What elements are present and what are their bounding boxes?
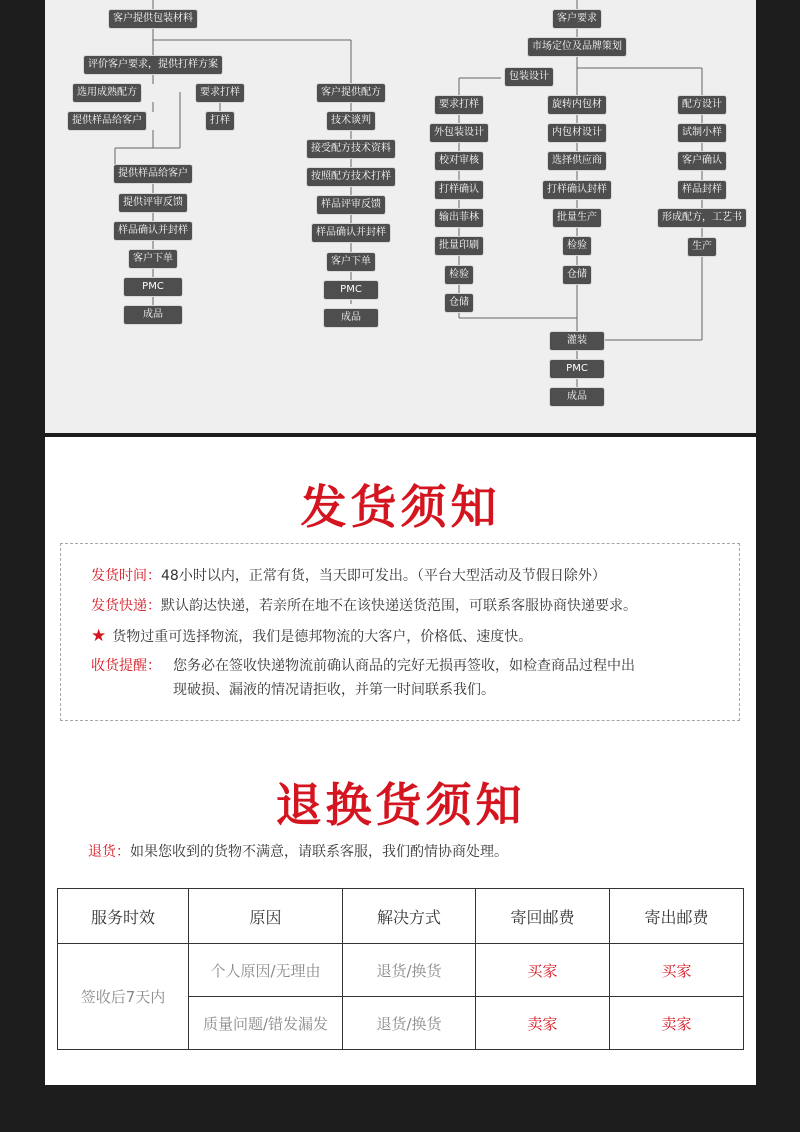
cell-send-fee: 买家 xyxy=(610,944,744,997)
node-right-col1: 输出菲林 xyxy=(435,209,483,227)
node-right-col2: 旋转内包材 xyxy=(548,96,606,114)
table-row xyxy=(58,944,744,997)
node-left-step: 提供评审反馈 xyxy=(119,194,187,212)
node-right-col3: 客户确认 xyxy=(678,152,726,170)
node-mid-step: 按照配方技术打样 xyxy=(307,168,395,186)
node-right-col1: 打样确认 xyxy=(435,181,483,199)
node-right-col1: 外包装设计 xyxy=(430,124,488,142)
header-return-fee: 寄回邮费 xyxy=(476,889,610,944)
node-sample-to-client: 提供样品给客户 xyxy=(68,112,146,130)
cell-reason: 个人原因/无理由 xyxy=(189,944,343,997)
node-left-step: 提供样品给客户 xyxy=(114,165,192,183)
returns-title: 退换货须知 xyxy=(275,778,526,832)
node-right-col1: 检验 xyxy=(445,266,473,284)
header-solution: 解决方式 xyxy=(343,889,476,944)
receiving-reminder-label: 收货提醒： xyxy=(91,658,161,674)
node-final: PMC xyxy=(550,360,604,378)
node-mid-step: 成品 xyxy=(324,309,378,327)
cell-solution: 退货/换货 xyxy=(343,997,476,1050)
table-header-row xyxy=(58,889,744,944)
node-mid-step: 技术谈判 xyxy=(327,112,375,130)
node-mid-step: 样品确认并封样 xyxy=(312,224,390,242)
node-final: 成品 xyxy=(550,388,604,406)
return-policy-line xyxy=(88,841,508,861)
node-right-col1: 批量印刷 xyxy=(435,237,483,255)
header-reason: 原因 xyxy=(189,889,343,944)
receiving-reminder-line1: 您务必在签收快递物流前确认商品的完好无损再签收，如检查商品过程中出 xyxy=(173,658,635,674)
node-right-col2: 检验 xyxy=(563,237,591,255)
cell-period: 签收后7天内 xyxy=(58,944,189,1050)
cell-reason: 质量问题/错发漏发 xyxy=(189,997,343,1050)
shipping-time-label: 发货时间： xyxy=(91,568,161,584)
node-right-col2: 批量生产 xyxy=(553,209,601,227)
node-mid-step: 客户提供配方 xyxy=(317,84,385,102)
star-icon: ★ xyxy=(91,626,107,646)
node-client-packaging: 客户提供包装材料 xyxy=(109,10,197,28)
node-mid-step: 样品评审反馈 xyxy=(317,196,385,214)
info-card xyxy=(45,437,756,1085)
node-mature-formula: 选用成熟配方 xyxy=(73,84,141,102)
header-send-fee: 寄出邮费 xyxy=(610,889,744,944)
return-text: 如果您收到的货物不满意，请联系客服，我们酌情协商处理。 xyxy=(130,844,508,860)
node-right-col2: 仓储 xyxy=(563,266,591,284)
node-mid-step: 客户下单 xyxy=(327,253,375,271)
node-left-step: 客户下单 xyxy=(129,250,177,268)
cell-send-fee: 卖家 xyxy=(610,997,744,1050)
receiving-reminder-line2: 现破损、漏液的情况请拒收，并第一时间联系我们。 xyxy=(173,682,495,698)
cell-solution: 退货/换货 xyxy=(343,944,476,997)
node-right-col1: 仓储 xyxy=(445,294,473,312)
node-right-col2: 选择供应商 xyxy=(548,152,606,170)
node-right-col2: 打样确认封样 xyxy=(543,181,611,199)
node-evaluate: 评价客户要求，提供打样方案 xyxy=(84,56,222,74)
process-flowchart xyxy=(45,0,756,433)
node-sample: 打样 xyxy=(206,112,234,130)
node-right-col3: 形成配方，工艺书 xyxy=(658,209,746,227)
node-left-step: PMC xyxy=(124,278,182,296)
receiving-reminder-row xyxy=(91,654,721,704)
node-request-sample: 要求打样 xyxy=(196,84,244,102)
node-right-col1: 要求打样 xyxy=(435,96,483,114)
node-right-col3: 样品封样 xyxy=(678,181,726,199)
node-left-step: 成品 xyxy=(124,306,182,324)
shipping-time-text: 48小时以内，正常有货，当天即可发出。（平台大型活动及节假日除外） xyxy=(161,568,606,584)
node-right-col3: 配方设计 xyxy=(678,96,726,114)
node-right-col1: 校对审核 xyxy=(435,152,483,170)
node-right-col3: 生产 xyxy=(688,238,716,256)
node-right-col2: 内包材设计 xyxy=(548,124,606,142)
shipping-courier-row xyxy=(91,594,721,618)
node-left-step: 样品确认并封样 xyxy=(114,222,192,240)
shipping-title: 发货须知 xyxy=(300,480,501,534)
node-final: 灌装 xyxy=(550,332,604,350)
cell-return-fee: 买家 xyxy=(476,944,610,997)
return-policy-table xyxy=(57,888,744,1050)
node-right-top: 客户要求 xyxy=(553,10,601,28)
shipping-courier-text: 默认韵达快递，若亲所在地不在该快递送货范围，可联系客服协商快递要求。 xyxy=(161,598,637,614)
shipping-logistics-text: 货物过重可选择物流，我们是德邦物流的大客户，价格低、速度快。 xyxy=(112,629,533,645)
node-mid-step: 接受配方技术资料 xyxy=(307,140,395,158)
header-service-period: 服务时效 xyxy=(58,889,189,944)
return-label: 退货： xyxy=(88,844,130,860)
node-mid-step: PMC xyxy=(324,281,378,299)
shipping-time-row xyxy=(91,564,721,588)
node-right-top: 包装设计 xyxy=(505,68,553,86)
shipping-notice-box xyxy=(60,543,740,721)
node-right-top: 市场定位及品牌策划 xyxy=(528,38,626,56)
shipping-logistics-row xyxy=(91,624,721,649)
shipping-courier-label: 发货快递： xyxy=(91,598,161,614)
cell-return-fee: 卖家 xyxy=(476,997,610,1050)
node-right-col3: 试制小样 xyxy=(678,124,726,142)
